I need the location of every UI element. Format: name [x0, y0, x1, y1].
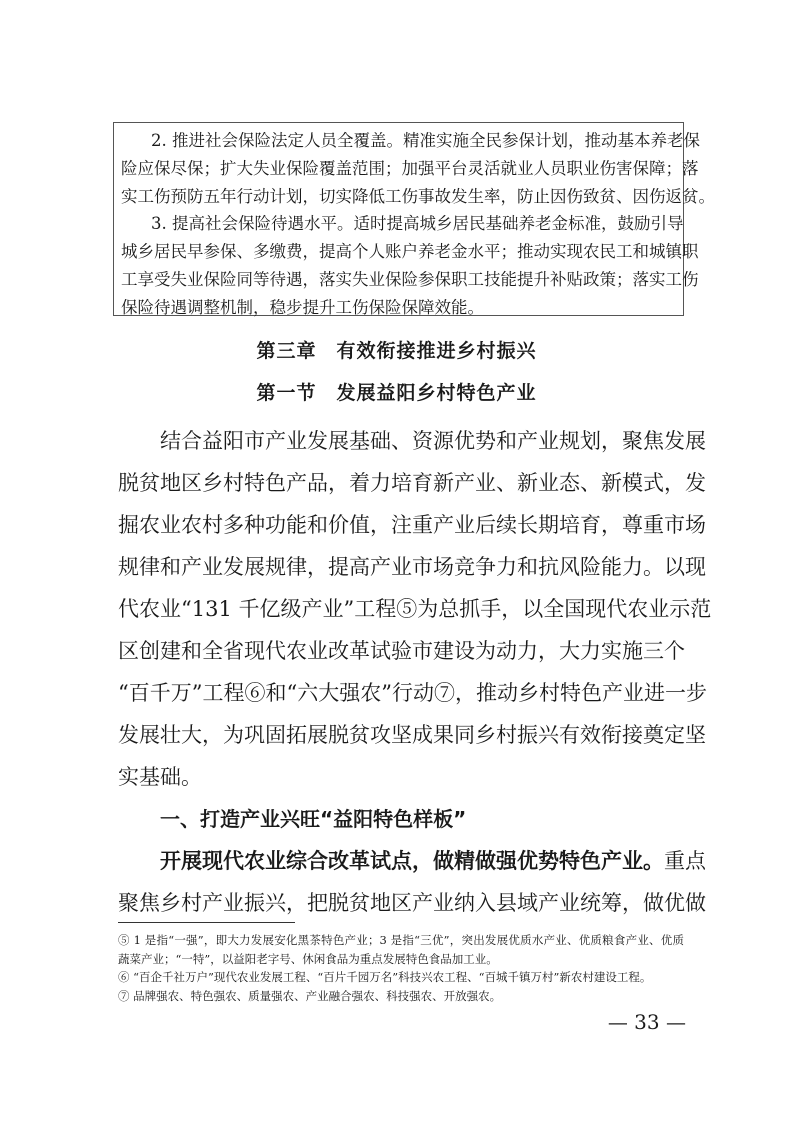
box-line: 险应保尽保；扩大失业保险覆盖范围；加强平台灵活就业人员职业伤害保障；落 [121, 158, 699, 178]
body-line: 区创建和全省现代农业改革试验市建设为动力，大力实施三个 [118, 639, 685, 663]
footnotes [118, 931, 684, 1005]
box-line: 城乡居民早参保、多缴费，提高个人账户养老金水平；推动实现农民工和城镇职 [121, 242, 699, 262]
body-line: 结合益阳市产业发展基础、资源优势和产业规划，聚焦发展 [160, 429, 706, 453]
footnote-divider [118, 922, 295, 923]
subheading: 一、打造产业兴旺“益阳特色样板” [160, 807, 467, 831]
page-number: — 33 — [607, 1010, 686, 1034]
body-line: 发展壮大，为巩固拓展脱贫攻坚成果同乡村振兴有效衔接奠定坚 [118, 723, 706, 747]
boxed-text [113, 122, 715, 317]
body-line: 脱贫地区乡村特色产品，着力培育新产业、新业态、新模式，发 [118, 471, 706, 495]
body-line: “百千万”工程⑥和“六大强农”行动⑦，推动乡村特色产业进一步 [118, 681, 707, 705]
body-line [118, 840, 706, 882]
body-line: 掘农业农村多种功能和价值，注重产业后续长期培育，尊重市场 [118, 513, 706, 537]
bold-lead: 开展现代农业综合改革试点，做精做强优势特色产业。 [160, 849, 664, 873]
box-line: 保险待遇调整机制，稳步提升工伤保险保障效能。 [121, 297, 484, 317]
box-line: 2. 推进社会保险法定人员全覆盖。精准实施全民参保计划，推动基本养老保 [151, 131, 700, 150]
footnote-line: 蔬菜产业；“一特”，以益阳老字号、休闲食品为重点发展特色食品加工业。 [118, 951, 498, 966]
chapter-title: 第三章 有效衔接推进乡村振兴 [256, 340, 537, 362]
body-text-span: 重点 [664, 849, 706, 873]
footnote-line: ⑥ “百企千社万户”现代农业发展工程、“百片千园万名”科技兴农工程、“百城千镇万村”新农村建设工程。 [118, 970, 652, 984]
body-line: 代农业“131 千亿级产业”工程⑤为总抓手，以全国现代农业示范 [118, 597, 712, 621]
footnote-line: ⑦ 品牌强农、特色强农、质量强农、产业融合强农、科技强农、开放强农。 [118, 988, 502, 1003]
section-title: 第一节 发展益阳乡村特色产业 [256, 382, 537, 404]
body-line: 聚焦乡村产业振兴，把脱贫地区产业纳入县域产业统筹，做优做 [118, 891, 706, 915]
footnote-line: ⑤ 1 是指“一强”，即大力发展安化黑茶特色产业；3 是指“三优”，突出发展优质水产业、优质粮食产业、优质 [118, 933, 684, 947]
body-line: 规律和产业发展规律，提高产业市场竞争力和抗风险能力。以现 [118, 555, 706, 579]
box-line: 实工伤预防五年行动计划，切实降低工伤事故发生率，防止因伤致贫、因伤返贫。 [121, 186, 715, 206]
box-line: 工享受失业保险同等待遇，落实失业保险参保职工技能提升补贴政策；落实工伤 [121, 269, 699, 289]
body-text [118, 420, 712, 924]
box-line: 3. 提高社会保险待遇水平。适时提高城乡居民基础养老金标准，鼓励引导 [151, 214, 684, 234]
body-line: 实基础。 [118, 765, 202, 789]
